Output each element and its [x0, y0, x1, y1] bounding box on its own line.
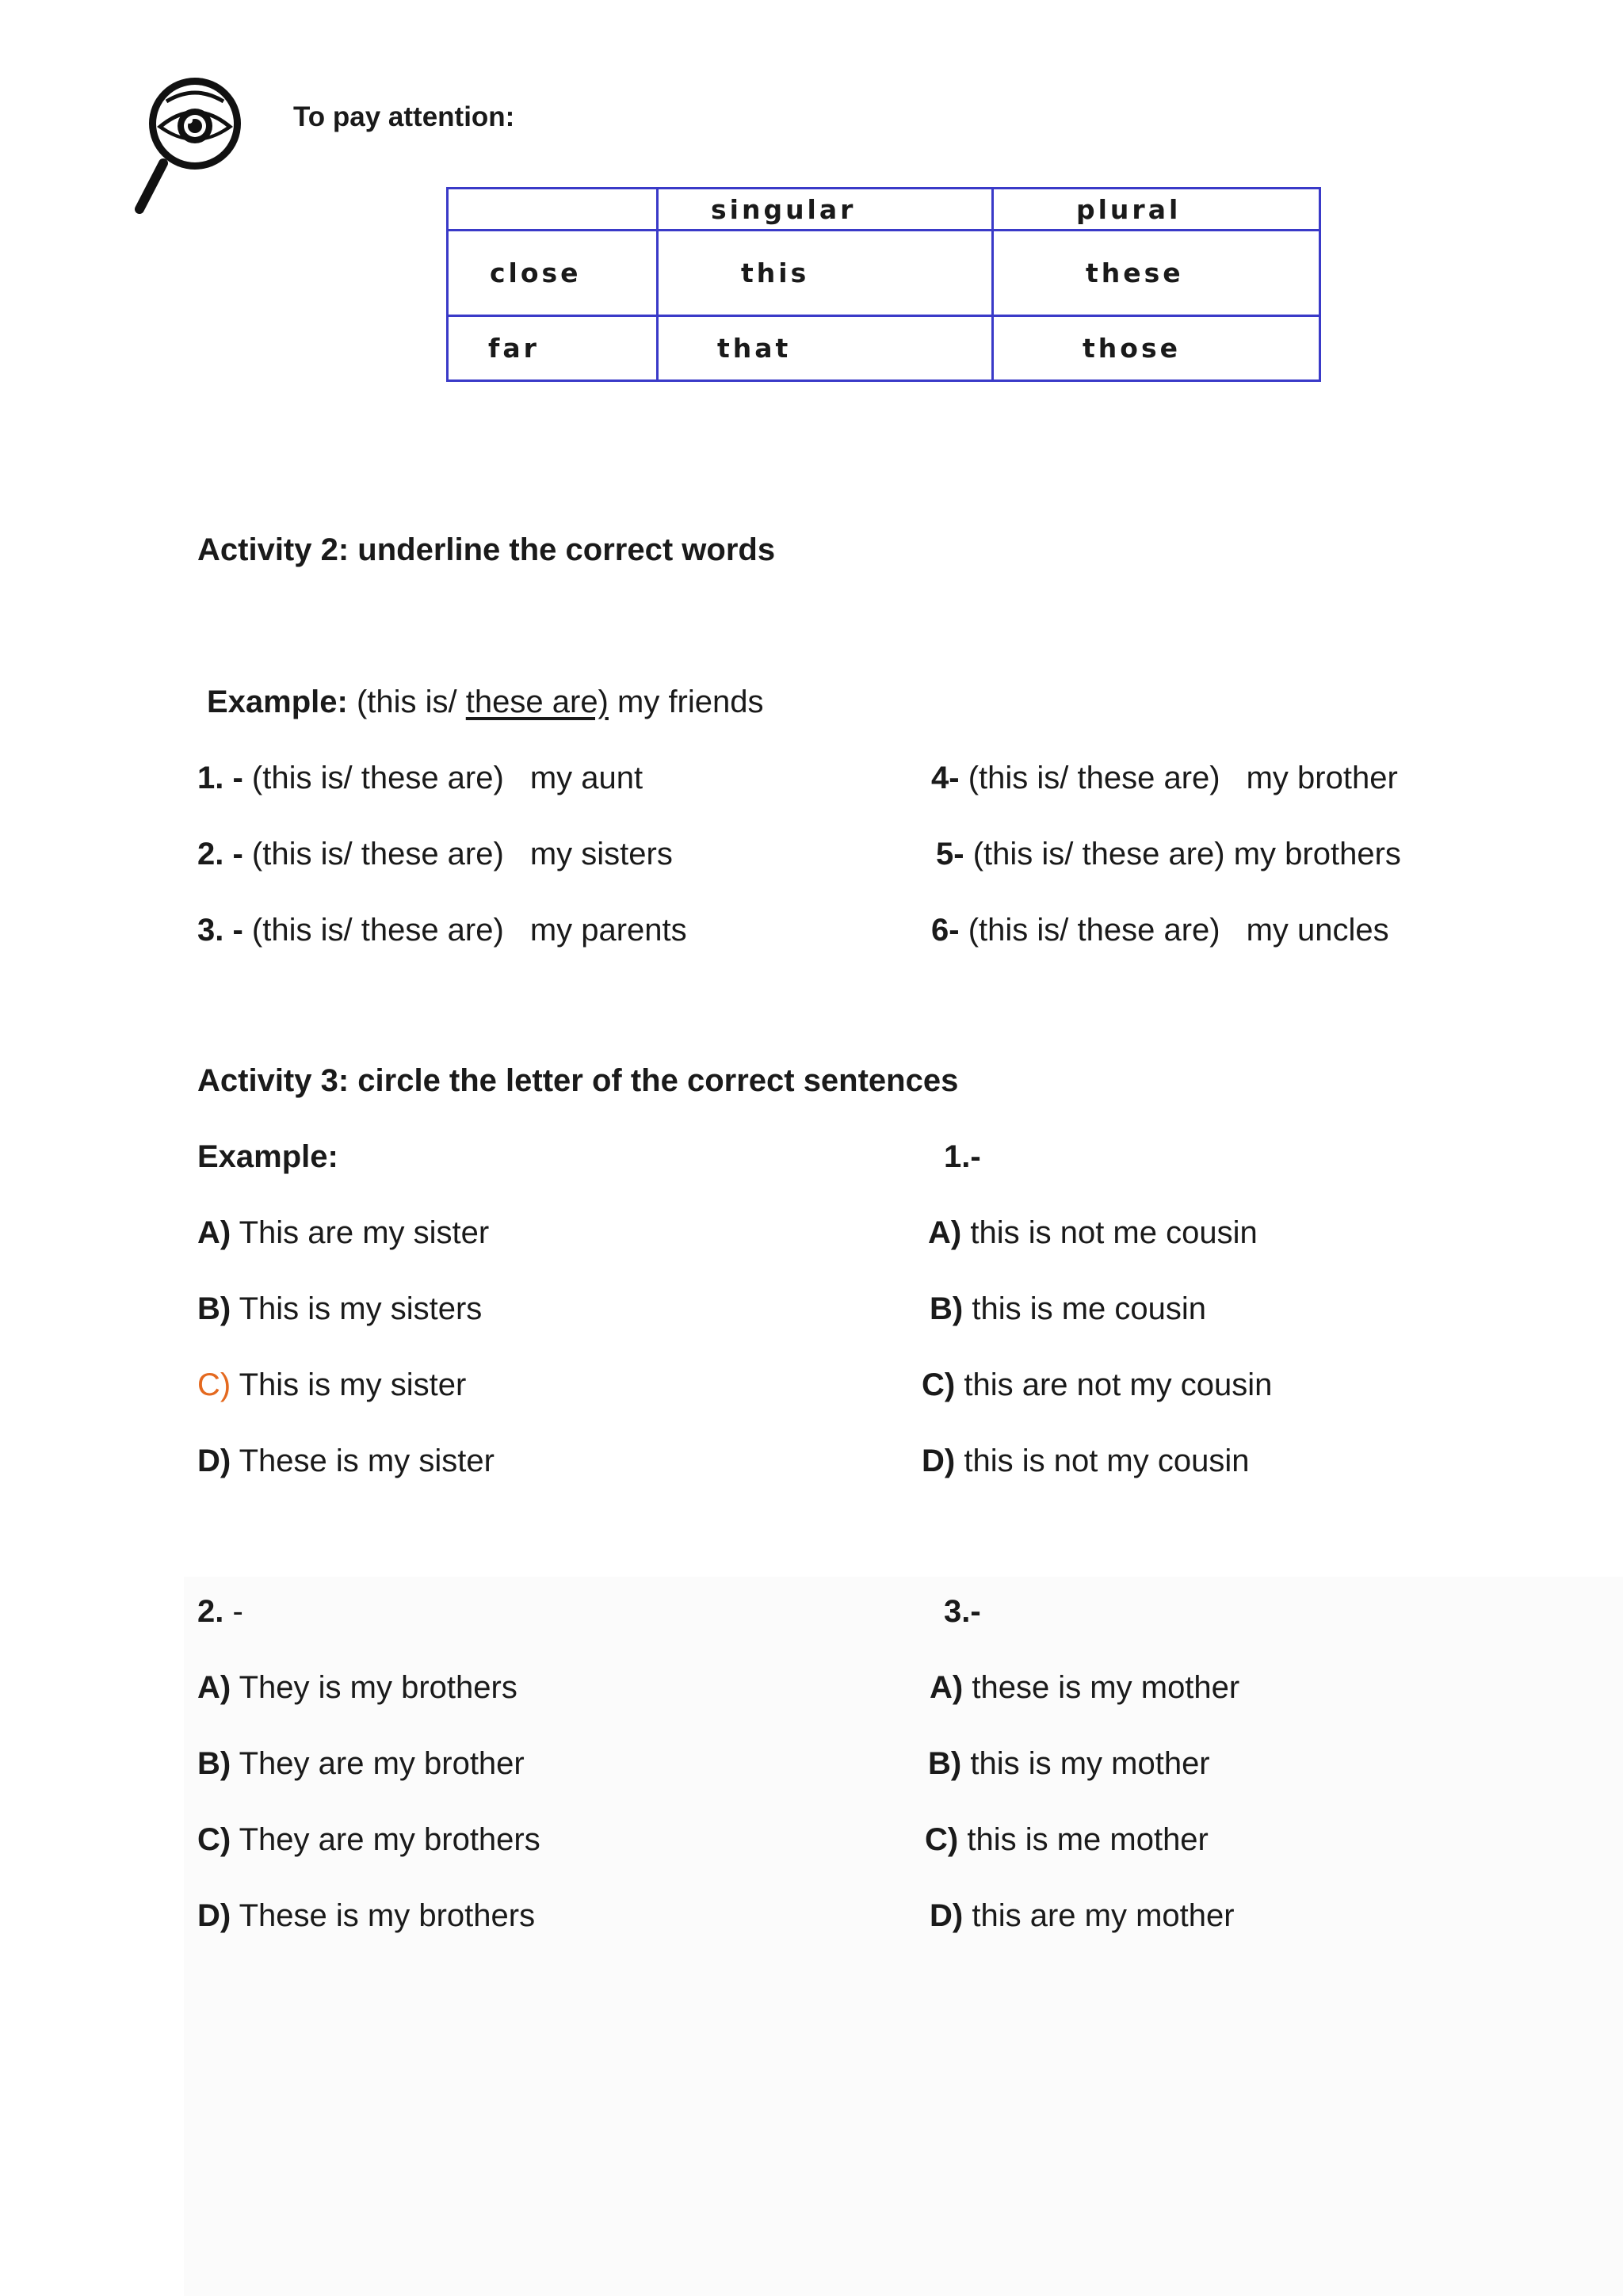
example-label: Example:	[207, 685, 348, 719]
table-cell: this	[658, 231, 993, 316]
table-cell: these	[993, 231, 1320, 316]
list-item: 2. - (this is/ these are) my sisters	[197, 837, 673, 871]
group-title: 2. -	[197, 1594, 243, 1629]
list-item: D) These is my sister	[197, 1444, 495, 1478]
table-cell	[448, 189, 658, 231]
table-row	[448, 231, 1320, 316]
demonstratives-table	[446, 187, 1321, 382]
table-cell: those	[993, 316, 1320, 381]
example-choice-open: (this is/	[356, 685, 466, 719]
list-item: C) this are not my cousin	[922, 1367, 1273, 1402]
list-item: D) this is not my cousin	[922, 1444, 1250, 1478]
table-cell: close	[448, 231, 658, 316]
list-item: 4- (this is/ these are) my brother	[931, 761, 1398, 795]
table-header-plural: plural	[993, 189, 1320, 231]
list-item: C) This is my sister	[197, 1367, 467, 1402]
list-item: B) This is my sisters	[197, 1291, 483, 1326]
example-underlined-answer: these are)	[465, 685, 609, 719]
list-item: A) these is my mother	[930, 1670, 1240, 1705]
list-item: B) this is my mother	[928, 1746, 1210, 1781]
group-title: 1.-	[944, 1139, 981, 1174]
list-item: 5- (this is/ these are) my brothers	[936, 837, 1401, 871]
table-row	[448, 189, 1320, 231]
list-item: A) this is not me cousin	[928, 1215, 1258, 1250]
list-item: D) These is my brothers	[197, 1898, 536, 1933]
group-title: 3.-	[944, 1594, 981, 1629]
list-item: A) This are my sister	[197, 1215, 490, 1250]
list-item: 3. - (this is/ these are) my parents	[197, 913, 687, 948]
example-rest: my friends	[608, 685, 764, 719]
list-item: B) this is me cousin	[930, 1291, 1207, 1326]
list-item: D) this are my mother	[930, 1898, 1235, 1933]
activity3-heading: Activity 3: circle the letter of the correct sentences	[197, 1063, 959, 1098]
highlighted-answer-letter: C)	[197, 1367, 231, 1402]
activity2-heading: Activity 2: underline the correct words	[197, 532, 776, 567]
table-row	[448, 316, 1320, 381]
table-header-singular: singular	[658, 189, 993, 231]
list-item: 1. - (this is/ these are) my aunt	[197, 761, 643, 795]
list-item: C) They are my brothers	[197, 1822, 540, 1857]
list-item: A) They is my brothers	[197, 1670, 517, 1705]
eye-magnifier-icon	[133, 70, 252, 220]
table-cell: far	[448, 316, 658, 381]
group-title: Example:	[197, 1139, 338, 1174]
attention-title: To pay attention:	[293, 101, 515, 132]
list-item: B) They are my brother	[197, 1746, 525, 1781]
list-item: C) this is me mother	[925, 1822, 1209, 1857]
table-cell: that	[658, 316, 993, 381]
activity2-example	[207, 685, 764, 720]
list-item: 6- (this is/ these are) my uncles	[931, 913, 1389, 948]
